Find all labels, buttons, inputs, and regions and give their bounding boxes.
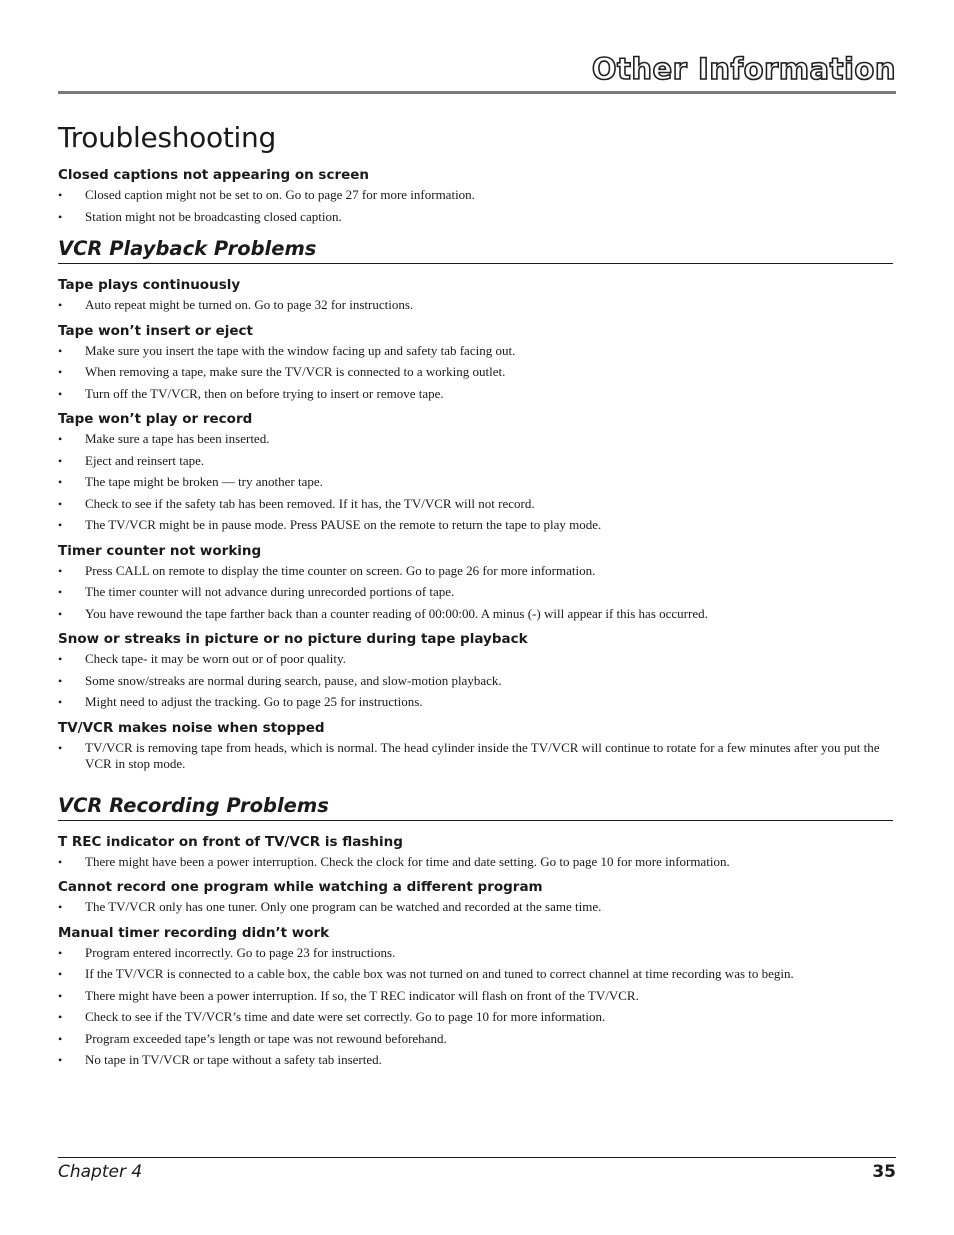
bullet-list [58,651,893,711]
list-item: • Make sure a tape has been inserted. [58,431,893,448]
bullet-list [58,854,893,871]
list-item: • There might have been a power interruption. If so, the T REC indicator will flash on front of the TV/VCR. [58,988,893,1005]
list-item: • The timer counter will not advance during unrecorded portions of tape. [58,584,893,601]
bullet-list [58,297,893,314]
list-item: • The TV/VCR only has one tuner. Only one program can be watched and recorded at the same time. [58,899,893,916]
list-item: • The TV/VCR might be in pause mode. Press PAUSE on the remote to return the tape to play mode. [58,517,893,534]
bullet-list [58,740,893,773]
subheading: Tape won’t play or record [58,411,253,427]
list-item: • Might need to adjust the tracking. Go to page 25 for instructions. [58,694,893,711]
list-item: • Auto repeat might be turned on. Go to page 32 for instructions. [58,297,893,314]
list-item: • No tape in TV/VCR or tape without a safety tab inserted. [58,1052,893,1069]
list-item: • When removing a tape, make sure the TV/VCR is connected to a working outlet. [58,364,893,381]
list-item: • TV/VCR is removing tape from heads, which is normal. The head cylinder inside the TV/VCR will continue to rotate for a few minutes after you put the VCR in stop mode. [58,740,893,773]
subheading: Cannot record one program while watching a different program [58,879,543,895]
list-item: • Station might not be broadcasting closed caption. [58,209,893,226]
header-rule [58,91,896,94]
subheading: TV/VCR makes noise when stopped [58,719,325,736]
list-item: • Eject and reinsert tape. [58,453,893,470]
bullet-list [58,563,893,623]
chapter-header-title: Other Information [591,52,896,86]
list-item: • There might have been a power interruption. Check the clock for time and date setting. Go to page 10 for more information. [58,854,893,871]
bullet-list [58,899,893,916]
list-item: • You have rewound the tape farther back than a counter reading of 00:00:00. A minus (-) will appear if this has occurred. [58,606,893,623]
list-item: • Turn off the TV/VCR, then on before trying to insert or remove tape. [58,386,893,403]
footer-chapter-label: Chapter 4 [58,1162,143,1182]
bullet-list [58,431,893,534]
page-number: 35 [872,1162,896,1182]
list-item: • Check tape- it may be worn out or of poor quality. [58,651,893,668]
subheading: Tape plays continuously [58,277,241,293]
subheading: Closed captions not appearing on screen [58,167,370,183]
footer-rule [58,1157,896,1158]
subheading: Manual timer recording didn’t work [58,924,330,941]
list-item: • Program exceeded tape’s length or tape was not rewound beforehand. [58,1031,893,1048]
list-item: • Check to see if the TV/VCR’s time and date were set correctly. Go to page 10 for more information. [58,1009,893,1026]
section-heading-playback: VCR Playback Problems [58,237,893,264]
page-title: Troubleshooting [58,121,276,154]
list-item: • The tape might be broken — try another tape. [58,474,893,491]
bullet-list [58,945,893,1069]
bullet-list [58,343,893,403]
subheading: Tape won’t insert or eject [58,322,254,339]
page-content [58,166,893,1074]
list-item: • Make sure you insert the tape with the window facing up and safety tab facing out. [58,343,893,360]
list-item: • Some snow/streaks are normal during search, pause, and slow-motion playback. [58,673,893,690]
subheading: T REC indicator on front of TV/VCR is flashing [58,833,403,850]
section-heading-recording: VCR Recording Problems [58,794,893,821]
list-item: • Press CALL on remote to display the time counter on screen. Go to page 26 for more information. [58,563,893,580]
list-item: • If the TV/VCR is connected to a cable box, the cable box was not turned on and tuned to correct channel at time recording was to begin. [58,966,893,983]
list-item: • Check to see if the safety tab has been removed. If it has, the TV/VCR will not record. [58,496,893,513]
list-item: • Closed caption might not be set to on. Go to page 27 for more information. [58,187,893,204]
subheading: Timer counter not working [58,542,262,559]
bullet-list [58,187,893,225]
subheading: Snow or streaks in picture or no picture during tape playback [58,631,528,647]
list-item: • Program entered incorrectly. Go to page 23 for instructions. [58,945,893,962]
